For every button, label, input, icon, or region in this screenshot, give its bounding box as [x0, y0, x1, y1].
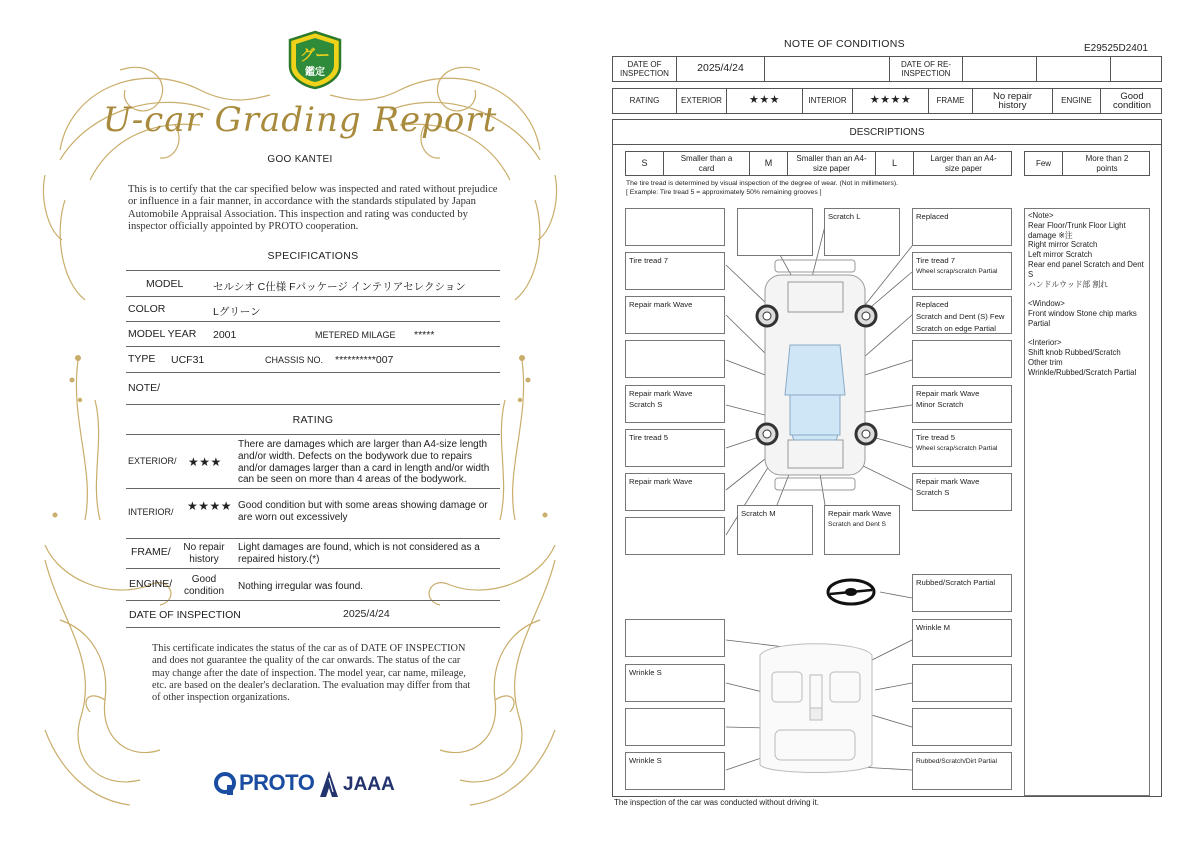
divider	[126, 346, 500, 347]
divider	[126, 627, 500, 628]
annotation-box	[625, 752, 725, 790]
legend-code: S	[626, 152, 664, 175]
color-value: Lグリーン	[213, 306, 261, 318]
rating-heading: RATING	[292, 414, 334, 426]
date-value: 2025/4/24	[343, 608, 390, 620]
type-value: UCF31	[171, 354, 205, 366]
frame-description: Light damages are found, which is not considered as a repaired history.(*)	[238, 542, 480, 565]
certificate-footer: This certificate indicates the status of the car as of DATE OF INSPECTION and does not guarantee the quality of the car onwards. The status of the car may change after the date of inspection. The model year, car name, mileage, etc. are based on the dealer's declaration. The evaluation may differ from that of other inspection organizations.	[152, 643, 471, 704]
legend-code: M	[750, 152, 788, 175]
type-label: TYPE	[128, 353, 156, 365]
repair-mark-label: Repair mark Wave	[916, 389, 980, 398]
jaaa-logo-icon	[318, 770, 340, 798]
annotation-box	[912, 429, 1012, 467]
divider	[126, 434, 500, 435]
model-label: MODEL	[146, 278, 184, 290]
scratch-m-label: Scratch M	[741, 509, 776, 518]
divider	[126, 270, 500, 271]
exterior-stars: ★★★	[727, 89, 803, 113]
note-of-conditions	[600, 0, 1200, 848]
chassis-value: **********007	[335, 354, 394, 366]
annotation-box	[912, 619, 1012, 657]
goo-kantei-badge-icon	[286, 30, 344, 90]
date-inspection-label: DATE OF INSPECTION	[613, 57, 677, 81]
tire-tread-fl-label: Tire tread 7	[629, 256, 669, 265]
tire-tread-rl-label: Tire tread 5	[629, 433, 669, 442]
annotation-box	[912, 296, 1012, 334]
annotation-box	[912, 473, 1012, 511]
interior-stars: ★★★★	[187, 499, 233, 513]
rear-repair-label: Repair mark Wave	[828, 509, 892, 518]
exterior-stars: ★★★	[188, 455, 222, 469]
annotation-box	[625, 429, 725, 467]
annotation-box	[912, 752, 1012, 790]
annotation-box	[737, 505, 813, 555]
interior-stars: ★★★★	[853, 89, 929, 113]
engine-label: ENGINE	[1053, 89, 1101, 113]
replaced-r-detail-2: Scratch on edge Partial	[916, 324, 996, 333]
certify-statement: This is to certify that the car specified below was inspected and rated without prejudice or influence in a fair manner, in accordance with the standards stipulated by Japan Automobile Appraisal Association. This inspection and rating was conducted by inspector officially appointed by PROTO cooperation.	[128, 184, 498, 232]
scratch-l-label: Scratch L	[828, 212, 861, 221]
divider	[126, 296, 500, 297]
annotation-box	[912, 574, 1012, 612]
model-value: セルシオ C仕様 Fパッケージ インテリアセレクション	[213, 281, 466, 293]
wrinkle-s-label: Wrinkle S	[629, 668, 662, 677]
date-label: DATE OF INSPECTION	[129, 609, 241, 621]
conditions-title: NOTE OF CONDITIONS	[784, 38, 905, 50]
annotation-box	[625, 385, 725, 423]
annotation-box	[912, 385, 1012, 423]
legend-text: Smaller than an A4-size paper	[788, 152, 876, 175]
frame-value	[176, 542, 232, 565]
divider	[126, 404, 500, 405]
interior-label: INTERIOR/	[128, 507, 174, 517]
legend-text: Larger than an A4-size paper	[930, 154, 997, 173]
report-subtitle: GOO KANTEI	[267, 154, 333, 165]
tire-tread-rr-detail: Wheel scrap/scratch Partial	[916, 445, 998, 452]
descriptions-heading: DESCRIPTIONS	[612, 119, 1162, 145]
annotation-box	[625, 473, 725, 511]
metered-mileage-value: *****	[414, 329, 435, 341]
proto-logo-icon	[213, 771, 237, 797]
legend-text: More than 2 points	[1085, 154, 1129, 173]
exterior-description: There are damages which are larger than A4-size length and/or width. Defects on the bodywork due to repairs and/or damages larger than a card in length and/or width can be seen on more than 4 areas of the bodywork.	[238, 439, 490, 486]
divider	[126, 372, 500, 373]
annotation-box	[625, 708, 725, 746]
annotation-box	[824, 208, 900, 256]
divider	[126, 321, 500, 322]
interior-diagram	[760, 644, 872, 773]
engine-value	[176, 574, 232, 597]
annotation-box	[912, 708, 1012, 746]
report-title: U-car Grading Report	[102, 100, 498, 140]
specifications-heading: SPECIFICATIONS	[267, 250, 359, 262]
interior-label: INTERIOR	[803, 89, 853, 113]
wrinkle-s-label: Wrinkle S	[629, 756, 662, 765]
annotation-box	[625, 517, 725, 555]
frame-value: No repair history	[973, 89, 1053, 113]
interior-description: Good condition but with some areas showing damage or are worn out excessively	[238, 500, 488, 523]
engine-label: ENGINE/	[129, 578, 173, 590]
divider	[126, 600, 500, 601]
car-glass	[785, 345, 845, 440]
legend-code: Few	[1025, 152, 1063, 175]
notes-panel	[1024, 208, 1150, 796]
annotation-box	[625, 619, 725, 657]
model-year-label: MODEL YEAR	[128, 328, 197, 340]
date-reinspection-label: DATE OF RE-INSPECTION	[889, 57, 963, 81]
engine-value: Good condition	[1112, 90, 1152, 111]
repair-mark-label: Repair mark Wave	[629, 477, 693, 486]
frame-label: FRAME	[929, 89, 973, 113]
annotation-box	[912, 252, 1012, 290]
annotation-box	[824, 505, 900, 555]
repair-mark-detail: Minor Scratch	[916, 400, 964, 409]
replaced-label: Replaced	[916, 212, 949, 221]
date-inspection-value: 2025/4/24	[677, 57, 765, 81]
legend-text: Smaller than a card	[664, 152, 750, 175]
divider	[126, 488, 500, 489]
rear-repair-detail: Scratch and Dent S	[828, 521, 886, 528]
wrinkle-m-label: Wrinkle M	[916, 623, 951, 632]
annotation-box	[737, 208, 813, 256]
svg-text:グー: グー	[299, 46, 331, 64]
exterior-label: EXTERIOR/	[128, 456, 177, 466]
annotation-box	[625, 664, 725, 702]
steering-label: Rubbed/Scratch Partial	[916, 578, 996, 587]
jaaa-logo-text: JAAA	[343, 774, 395, 795]
tire-info-line-1: The tire tread is determined by visual inspection of the degree of wear. (Not in millimeters).	[626, 180, 898, 187]
report-id: E29525D2401	[1084, 43, 1148, 54]
annotation-box	[625, 340, 725, 378]
legend-code: L	[876, 152, 914, 175]
repair-mark-label: Repair mark Wave	[629, 389, 693, 398]
tire-tread-fr-detail: Wheel scrap/scratch Partial	[916, 268, 998, 275]
annotation-box	[912, 664, 1012, 702]
repair-mark-detail: Scratch S	[629, 400, 663, 409]
replaced-r-label: Replaced	[916, 300, 949, 309]
exterior-label: EXTERIOR	[677, 89, 727, 113]
repair-mark-label: Repair mark Wave	[629, 300, 693, 309]
annotation-box	[912, 208, 1012, 246]
tire-tread-fr-label: Tire tread 7	[916, 256, 956, 265]
replaced-r-detail-1: Scratch and Dent (S) Few	[916, 312, 1005, 321]
rubbed-dirt-label: Rubbed/Scratch/Dirt Partial	[916, 758, 998, 765]
chassis-label: CHASSIS NO.	[265, 355, 324, 365]
annotation-box	[625, 296, 725, 334]
notes-text: <Note> Rear Floor/Trunk Floor Light damage ※注 Right mirror Scratch Left mirror Scratch Rear end panel Scratch and Dent S ハンドルウッド部 割れ <Window> Front window Stone chip marks Partial <Interior> Shift knob Rubbed/Scratch Other trim Wrinkle/Rubbed/Scratch Partial	[1028, 211, 1144, 377]
note-label: NOTE/	[128, 382, 161, 394]
frame-label: FRAME/	[131, 546, 171, 558]
svg-text:鑑定: 鑑定	[305, 67, 325, 78]
metered-mileage-label: METERED MILAGE	[315, 330, 396, 340]
tire-tread-rr-label: Tire tread 5	[916, 433, 956, 442]
proto-logo-text: PROTO	[239, 770, 315, 795]
engine-value-line-2: condition	[183, 585, 225, 597]
repair-mark-detail: Scratch S	[916, 488, 950, 497]
annotation-box	[625, 208, 725, 246]
frame-value-line-2: history	[189, 553, 219, 565]
engine-value-line-1: Good	[191, 574, 217, 585]
rating-label: RATING	[613, 89, 677, 113]
divider	[126, 538, 500, 539]
frame-value-line-1: No repair	[183, 542, 225, 553]
steering-wheel-icon	[828, 580, 874, 604]
engine-description: Nothing irregular was found.	[238, 581, 364, 592]
repair-mark-label: Repair mark Wave	[916, 477, 980, 486]
model-year-value: 2001	[213, 329, 237, 341]
inspection-footnote: The inspection of the car was conducted without driving it.	[614, 798, 819, 807]
annotation-box	[912, 340, 1012, 378]
color-label: COLOR	[128, 303, 166, 315]
annotation-box	[625, 252, 725, 290]
divider	[126, 568, 500, 569]
tire-info-line-2: [ Example: Tire tread 5 = approximately 50% remaining grooves ]	[626, 189, 822, 197]
